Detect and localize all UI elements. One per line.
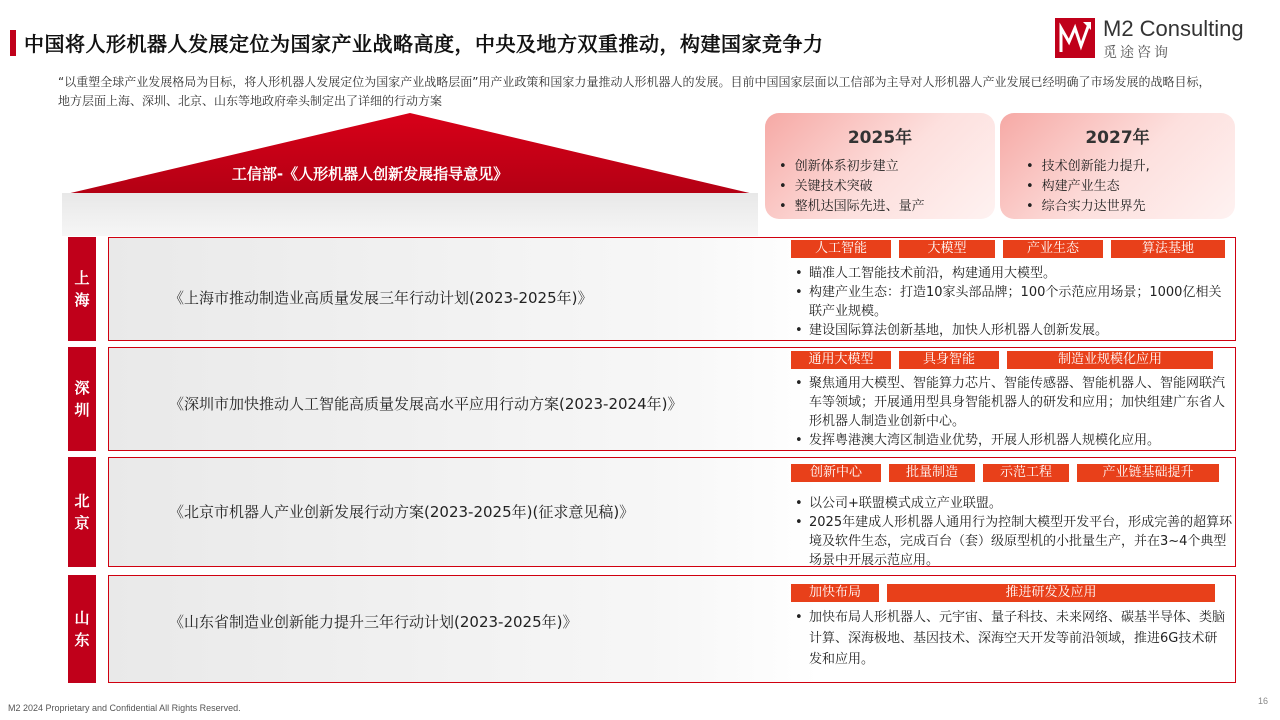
region-row-shenzhen <box>108 347 1236 451</box>
company-logo <box>1055 16 1265 62</box>
region-plan-title: 《北京市机器人产业创新发展行动方案(2023-2025年)(征求意见稿)》 <box>169 503 635 521</box>
logo-english-name: M2 Consulting <box>1103 16 1244 41</box>
goal-year: 2025年 <box>847 128 913 148</box>
region-tag-label: 加快布局 <box>791 584 879 602</box>
region-tags <box>791 351 1213 369</box>
region-tag-beijing: 北 京 <box>68 457 96 567</box>
region-tag-label: 创新中心 <box>791 464 881 482</box>
goal-card-2027 <box>1000 113 1235 219</box>
goal-item: • 综合实力达世界先 <box>1026 197 1150 217</box>
region-tag-label: 批量制造 <box>889 464 975 482</box>
region-tag-shenzhen: 深 圳 <box>68 347 96 451</box>
central-policy-label: 工信部-《人形机器人创新发展指导意见》 <box>231 165 509 183</box>
goal-year: 2027年 <box>1085 128 1150 148</box>
region-bullet: • 加快布局人形机器人、元宇宙、量子科技、未来网络、碳基半导体、类脑计算、深海极地、基因技术、深海空天开发等前沿领域，推进6G技术研发和应用。 <box>793 607 1229 670</box>
goal-card-2025 <box>765 113 995 219</box>
footer-copyright: M2 2024 Proprietary and Confidential All Rights Reserved. <box>8 703 241 713</box>
intro-paragraph: “以重塑全球产业发展格局为目标，将人形机器人发展定位为国家产业战略层面”用产业政策和国家力量推动人形机器人的发展。目前中国国家层面以工信部为主导对人形机器人产业发展已经明确了市场发展的战略目标，地方层面上海、深圳、北京、山东等地政府牵头制定出了详细的行动方案 <box>58 75 1211 108</box>
goal-item: • 技术创新能力提升, <box>1026 157 1150 177</box>
page-number: 16 <box>1258 696 1269 706</box>
goal-item: • 创新体系初步建立 <box>779 157 925 177</box>
region-bullets <box>793 374 1233 450</box>
page-title: 中国将人形机器人发展定位为国家产业战略高度，中央及地方双重推动，构建国家竞争力 <box>24 32 824 56</box>
logo-chinese-name: 觅途咨询 <box>1103 45 1171 61</box>
goal-list <box>1026 157 1150 217</box>
region-bullet: • 2025年建成人形机器人通用行为控制大模型开发平台，形成完善的超算环境及软件生态，完成百台（套）级原型机的小批量生产，并在3~4个典型场景中开展示范应用。 <box>793 513 1233 570</box>
region-bullet: • 瞄准人工智能技术前沿，构建通用大模型。 <box>793 264 1233 283</box>
region-bullets <box>793 494 1233 570</box>
region-tag-label: 示范工程 <box>983 464 1069 482</box>
region-tags <box>791 584 1215 602</box>
region-tag-shandong: 山 东 <box>68 575 96 683</box>
goal-item: • 构建产业生态 <box>1026 177 1150 197</box>
region-row-shandong <box>108 575 1236 683</box>
region-bullet: • 以公司+联盟模式成立产业联盟。 <box>793 494 1233 513</box>
region-tag-label: 算法基地 <box>1111 240 1225 258</box>
region-tag-label: 制造业规模化应用 <box>1007 351 1213 369</box>
region-bullet: • 发挥粤港澳大湾区制造业优势，开展人形机器人规模化应用。 <box>793 431 1233 450</box>
region-tag-shanghai: 上 海 <box>68 237 96 341</box>
region-bullets <box>793 607 1229 670</box>
region-plan-title: 《山东省制造业创新能力提升三年行动计划(2023-2025年)》 <box>169 613 578 631</box>
region-tag-label: 通用大模型 <box>791 351 891 369</box>
region-tag-label: 产业生态 <box>1003 240 1103 258</box>
region-bullet: • 建设国际算法创新基地，加快人形机器人创新发展。 <box>793 321 1233 340</box>
region-tag-label: 具身智能 <box>899 351 999 369</box>
region-bullet: • 构建产业生态：打造10家头部品牌；100个示范应用场景；1000亿相关联产业规模。 <box>793 283 1233 321</box>
region-tag-label: 产业链基础提升 <box>1077 464 1219 482</box>
roof-base-band <box>62 193 758 236</box>
region-tag-label: 大模型 <box>899 240 995 258</box>
region-row-beijing <box>108 457 1236 567</box>
m2-logo-icon <box>1055 18 1095 58</box>
region-row-shanghai <box>108 237 1236 341</box>
region-tags <box>791 464 1219 482</box>
title-accent-bar <box>10 30 16 56</box>
region-bullet: • 聚焦通用大模型、智能算力芯片、智能传感器、智能机器人、智能网联汽车等领域；开展通用型具身智能机器人的研发和应用；加快组建广东省人形机器人制造业创新中心。 <box>793 374 1233 431</box>
region-tag-label: 推进研发及应用 <box>887 584 1215 602</box>
goal-item: • 整机达国际先进、量产 <box>779 197 925 217</box>
goal-list <box>779 157 925 217</box>
region-plan-title: 《深圳市加快推动人工智能高质量发展高水平应用行动方案(2023-2024年)》 <box>169 395 683 413</box>
region-plan-title: 《上海市推动制造业高质量发展三年行动计划(2023-2025年)》 <box>169 289 593 307</box>
region-tags <box>791 240 1225 258</box>
region-bullets <box>793 264 1233 340</box>
goal-item: • 关键技术突破 <box>779 177 925 197</box>
region-tag-label: 人工智能 <box>791 240 891 258</box>
